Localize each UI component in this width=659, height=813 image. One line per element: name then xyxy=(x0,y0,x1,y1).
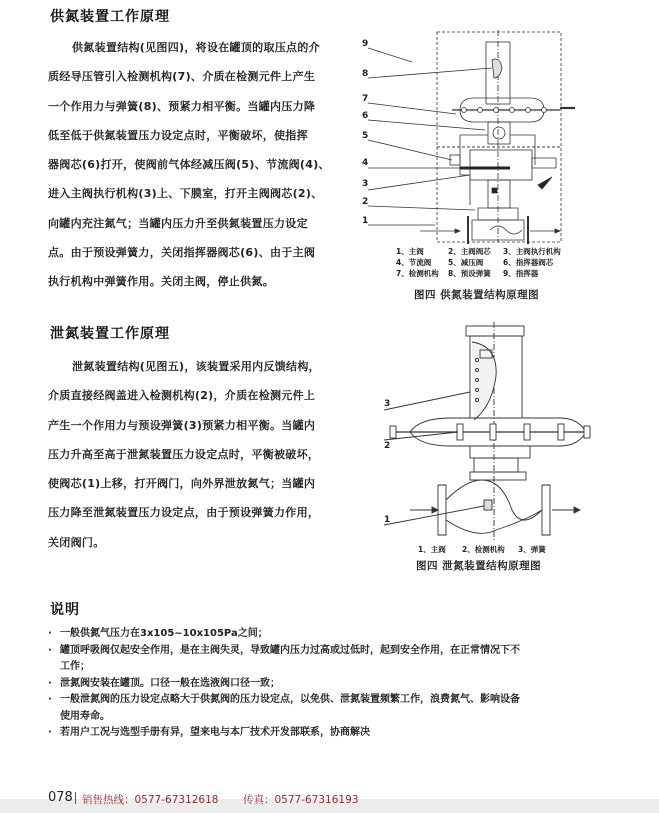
legend-item: 8、预设弹簧 xyxy=(448,269,491,278)
text-line: 执行机构中弹簧作用。关闭主阀，停止供氮。 xyxy=(48,275,274,289)
text-line: 供氮装置结构(见图四)，将设在罐顶的取压点的介 xyxy=(72,41,320,54)
discharge-figure-caption: 图四 泄氮装置结构原理图 xyxy=(416,560,542,572)
main-valve-box xyxy=(437,147,561,242)
pilot-valve xyxy=(488,122,510,144)
section-body-supply xyxy=(48,33,348,297)
sales-hotline: 销售热线：0577-67312618 xyxy=(82,794,219,806)
inlet-flange xyxy=(438,485,446,535)
legend-item: 2、检测机构 xyxy=(462,545,505,554)
note-item xyxy=(48,692,608,725)
note-item xyxy=(48,626,608,643)
callout-1: 1 xyxy=(384,515,391,525)
text-line: 介质直接经阀盖进入检测机构(2)，介质在检测元件上 xyxy=(48,389,316,403)
legend-item: 6、指挥器阀芯 xyxy=(503,258,554,267)
note-text: 一般供氮气压力在3x105~10x105Pa之间； xyxy=(60,628,268,639)
callout-2: 2 xyxy=(384,441,391,451)
note-text: 泄氮阀安装在罐顶。口径一般在选液阀口径一致； xyxy=(60,677,280,689)
callout-3: 3 xyxy=(362,179,369,189)
legend-item: 2、主阀阀芯 xyxy=(448,247,491,256)
text-line: 一个作用力与弹簧(8)、预紧力相平衡。当罐内压力降 xyxy=(48,99,316,113)
legend-item: 1、主阀 xyxy=(418,545,446,554)
discharge-figure-legend xyxy=(418,544,546,555)
legend-item: 3、弹簧 xyxy=(518,545,546,554)
note-item xyxy=(48,643,608,676)
note-text: 罐顶呼吸阀仅起安全作用，是在主阀失灵，导致罐内压力过高或过低时，起到安全作用，在正常情况下不 xyxy=(60,644,520,656)
top-cap xyxy=(466,326,524,336)
text-line: 产生一个作用力与预设弹簧(3)预紧力相平衡。当罐内 xyxy=(48,418,316,432)
callout-1: 1 xyxy=(362,216,369,226)
text-line: 关闭阀门。 xyxy=(48,535,105,549)
text-line: 向罐内充注氮气；当罐内压力升至供氮装置压力设定 xyxy=(48,216,308,230)
section-title-discharge: 泄氮装置工作原理 xyxy=(50,326,170,342)
callout-3: 3 xyxy=(384,399,391,409)
page-number: 078 xyxy=(48,790,73,805)
text-line: 使阀芯(1)上移，打开阀门，向外界泄放氮气；当罐内 xyxy=(48,477,316,491)
callout-5: 5 xyxy=(362,131,369,141)
outlet-flange xyxy=(542,485,550,535)
callout-8: 8 xyxy=(362,69,369,79)
legend-item: 3、主阀执行机构 xyxy=(503,247,561,256)
legend-item: 7、检测机构 xyxy=(396,269,439,278)
text-line: 压力升高至高于泄氮装置压力设定点时，平衡被破坏， xyxy=(48,447,320,461)
bonnet xyxy=(474,458,518,472)
callout-2: 2 xyxy=(362,197,369,207)
note-item xyxy=(48,725,608,742)
bullet: · xyxy=(48,644,52,656)
page-footer xyxy=(0,786,659,813)
footer-divider xyxy=(75,792,76,804)
supply-valve-diagram xyxy=(360,20,620,245)
bullet: · xyxy=(48,677,52,689)
bullet: · xyxy=(48,694,52,705)
section-title-supply: 供氮装置工作原理 xyxy=(50,9,170,25)
section-body-discharge xyxy=(48,352,348,557)
notes-title: 说明 xyxy=(50,602,80,618)
note-text: 使用寿命。 xyxy=(60,710,110,722)
note-text: 一般泄氮阀的压力设定点略大于供氮阀的压力设定点，以免供、泄氮装置频繁工作，浪费氮气、影响设备 xyxy=(60,694,520,705)
text-line: 低至低于供氮装置压力设定点时，平衡破坏，使指挥 xyxy=(48,128,308,142)
callout-6: 6 xyxy=(362,111,369,121)
note-text: 若用户工况与选型手册有异，望来电与本厂技术开发部联系，协商解决 xyxy=(60,727,370,738)
legend-item: 1、主阀 xyxy=(396,247,424,256)
legend-item: 4、节流阀 xyxy=(396,258,432,267)
discharge-valve-diagram xyxy=(380,320,610,542)
pilot-box xyxy=(437,32,561,147)
text-line: 压力降至泄氮装置压力设定点，由于预设弹簧力作用， xyxy=(48,506,320,520)
notes-list xyxy=(48,626,608,742)
text-line: 点。由于预设弹簧力，关闭指挥器阀芯(6)、由于主阀 xyxy=(48,246,316,260)
text-line: 泄氮装置结构(见图五)，该装置采用内反馈结构， xyxy=(72,360,320,373)
callout-7: 7 xyxy=(362,94,369,104)
text-line: 器阀芯(6)打开，使阀前气体经减压阀(5)、节流阀(4)、 xyxy=(48,158,330,172)
bullet: · xyxy=(48,628,52,639)
note-item xyxy=(48,676,608,693)
callout-4: 4 xyxy=(362,158,369,168)
supply-figure-legend xyxy=(396,246,561,279)
callout-9: 9 xyxy=(362,39,369,49)
fax-number: 传真：0577-67316193 xyxy=(243,794,359,806)
note-text: 工作； xyxy=(60,661,90,672)
main-actuator xyxy=(470,150,532,180)
text-line: 质经导压管引入检测机构(7)、介质在检测元件上产生 xyxy=(48,70,316,84)
legend-item: 9、指挥器 xyxy=(503,269,539,278)
supply-figure-caption: 图四 供氮装置结构原理图 xyxy=(414,289,540,301)
text-line: 进入主阀执行机构(3)上、下膜室，打开主阀阀芯(2)、 xyxy=(48,187,323,201)
bullet: · xyxy=(48,727,52,738)
legend-item: 5、减压阀 xyxy=(448,258,484,267)
